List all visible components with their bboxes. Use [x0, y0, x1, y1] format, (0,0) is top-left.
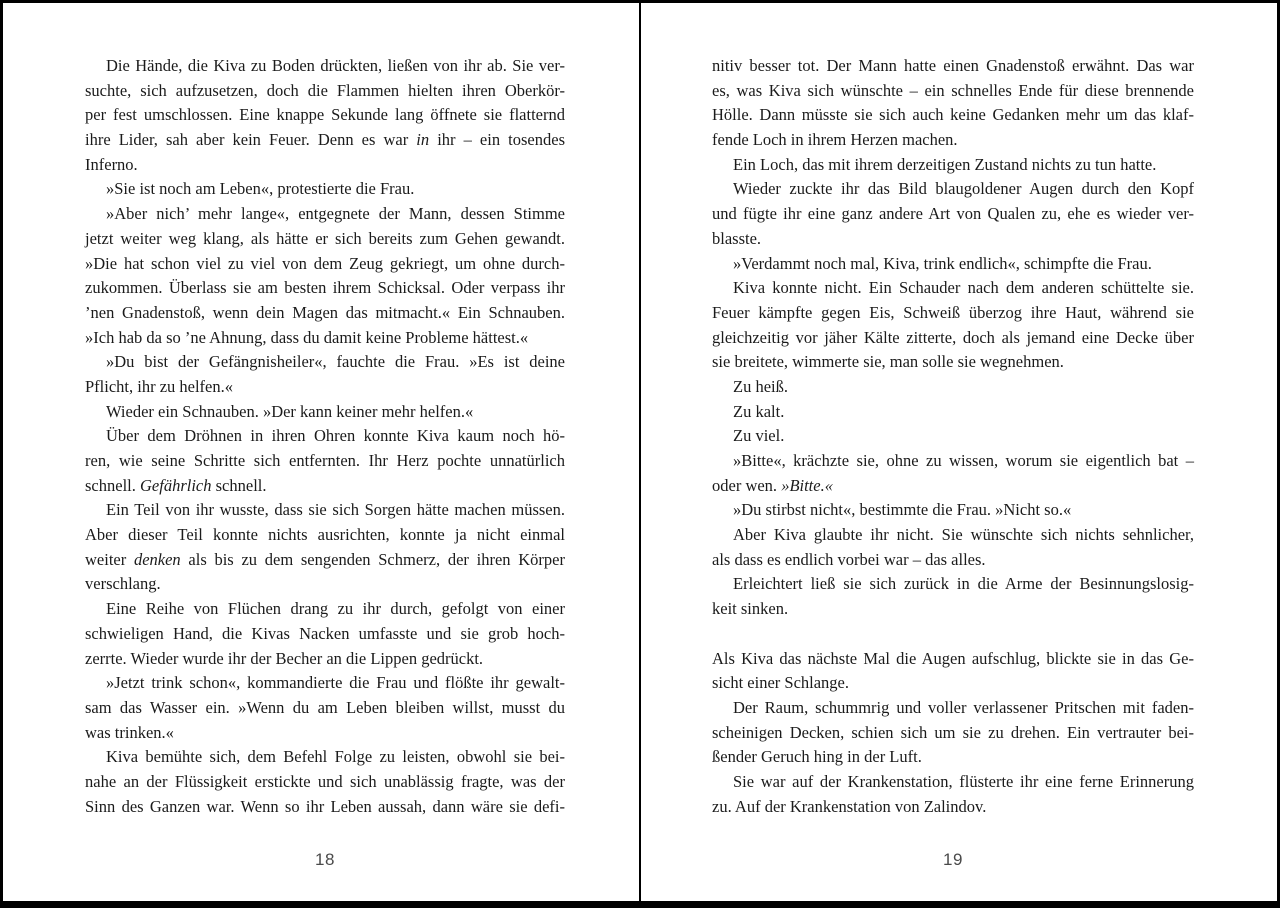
text-line: suchte, sich aufzusetzen, doch die Flammen hielten ihren Oberkör- [85, 80, 565, 100]
text-line: Wieder ein Schnauben. »Der kann keiner mehr helfen.« [106, 401, 474, 421]
text-line: Der Raum, schummrig und voller verlassener Pritschen mit faden- [733, 697, 1194, 717]
text-line: »Sie ist noch am Leben«, protestierte die Frau. [106, 179, 415, 199]
text-column-right [712, 54, 1194, 819]
text-line: schnell. Gefährlich schnell. [85, 475, 267, 495]
text-line: als dass es endlich vorbei war – das alles. [712, 549, 986, 569]
text-line: »Du stirbst nicht«, bestimmte die Frau. »Nicht so.« [733, 500, 1072, 520]
frame-border-top [0, 0, 1280, 3]
text-line: Erleichtert ließ sie sich zurück in die Arme der Besinnungslosig- [733, 574, 1194, 594]
text-line: Feuer kämpfte gegen Eis, Schweiß überzog ihre Haut, während sie [712, 302, 1194, 322]
text-line: zerrte. Wieder wurde ihr der Becher an die Lippen gedrückt. [85, 648, 484, 668]
text-column-left [85, 54, 565, 819]
page-number-left: 18 [315, 850, 335, 869]
text-line: ihre Lider, sah aber kein Feuer. Denn es war in ihr – ein tosendes [85, 130, 565, 150]
text-line: Inferno. [85, 154, 138, 174]
text-line: Zu heiß. [733, 376, 788, 396]
text-line: oder wen. »Bitte.« [712, 475, 833, 495]
text-line: Ein Loch, das mit ihrem derzeitigen Zustand nichts zu tun hatte. [733, 154, 1157, 174]
text-line: weiter denken als bis zu dem sengenden Schmerz, der ihren Körper [85, 549, 565, 569]
text-line: Sie war auf der Krankenstation, flüsterte ihr eine ferne Erinnerung [733, 771, 1194, 791]
text-line: zu. Auf der Krankenstation von Zalindov. [712, 796, 987, 816]
text-line: Zu kalt. [733, 401, 785, 421]
text-line: »Verdammt noch mal, Kiva, trink endlich«, schimpfte die Frau. [733, 253, 1152, 273]
text-line: »Bitte«, krächzte sie, ohne zu wissen, worum sie eigentlich bat – [733, 451, 1194, 470]
text-line: sam das Wasser ein. »Wenn du am Leben bleiben willst, musst du [85, 697, 565, 717]
text-line: Ein Teil von ihr wusste, dass sie sich Sorgen hätte machen müssen. [106, 500, 565, 520]
text-line: »Die hat schon viel zu viel von dem Zeug gekriegt, um ohne durch- [85, 253, 565, 273]
text-line: gleichzeitig vor jäher Kälte zitterte, doch als jemand eine Decke über [712, 327, 1194, 347]
text-line: »Ich hab da so ’ne Ahnung, dass du damit keine Probleme hättest.« [85, 327, 529, 347]
text-line: zukommen. Überlass sie am besten ihrem Schicksal. Oder verpass ihr [85, 278, 565, 298]
text-line: ren, wie seine Schritte sich entfernten. Ihr Herz pochte unnatürlich [85, 451, 565, 470]
book-page-right [641, 0, 1280, 908]
text-line: Kiva bemühte sich, dem Befehl Folge zu leisten, obwohl sie bei- [106, 747, 565, 767]
text-line: nitiv besser tot. Der Mann hatte einen Gnadenstoß erwähnt. Das war [712, 56, 1194, 75]
text-line: schwieligen Hand, die Kivas Nacken umfasste und sie grob hoch- [85, 623, 565, 643]
page-number-right: 19 [943, 850, 963, 869]
text-line: keit sinken. [712, 599, 789, 619]
text-line: Eine Reihe von Flüchen drang zu ihr durch, gefolgt von einer [106, 599, 565, 619]
frame-border-left [0, 0, 3, 908]
text-line: »Jetzt trink schon«, kommandierte die Frau und flößte ihr gewalt- [106, 673, 565, 693]
text-line: sicht einer Schlange. [712, 673, 849, 693]
text-line: blasste. [712, 228, 762, 248]
text-line: Wieder zuckte ihr das Bild blaugoldener Augen durch den Kopf [733, 179, 1194, 199]
text-line: ’nen Gnadenstoß, wenn dein Magen das mitmacht.« Ein Schnauben. [85, 302, 565, 322]
scene-break [712, 622, 1194, 647]
text-line: Die Hände, die Kiva zu Boden drückten, ließen von ihr ab. Sie ver- [106, 56, 565, 75]
frame-border-bottom [0, 901, 1280, 908]
text-line: »Du bist der Gefängnisheiler«, fauchte die Frau. »Es ist deine [106, 352, 565, 372]
text-line: Sinn des Ganzen war. Wenn so ihr Leben aussah, dann wäre sie defi- [85, 796, 565, 816]
text-line: ßender Geruch hing in der Luft. [712, 747, 922, 767]
text-line: Als Kiva das nächste Mal die Augen aufschlug, blickte sie in das Ge- [712, 648, 1194, 668]
text-line: Pflicht, ihr zu helfen.« [85, 376, 234, 396]
text-line: es, was Kiva sich wünschte – ein schnelles Ende für diese brennende [712, 80, 1194, 100]
text-line: Hölle. Dann müsste sie sich auch keine Gedanken mehr um das klaf- [712, 105, 1194, 125]
text-line: jetzt weiter weg klang, als hätte er sich bereits zum Gehen gewandt. [85, 228, 565, 248]
text-line: nahe an der Flüssigkeit erstickte und sich unablässig fragte, was der [85, 771, 565, 791]
text-line: per fest umschlossen. Eine knappe Sekunde lang öffnete sie flatternd [85, 105, 565, 125]
text-line: Kiva konnte nicht. Ein Schauder nach dem anderen schüttelte sie. [733, 278, 1194, 298]
text-line: Aber dieser Teil konnte nichts ausrichten, konnte ja nicht einmal [85, 525, 565, 545]
text-line: Aber Kiva glaubte ihr nicht. Sie wünschte sich nichts sehnlicher, [733, 525, 1194, 545]
text-line: sie breitete, wimmerte sie, man solle sie wegnehmen. [712, 352, 1064, 372]
book-page-left [0, 0, 639, 908]
text-line: Zu viel. [733, 426, 785, 446]
text-line: scheinigen Decken, schien sich um sie zu drehen. Ein vertrauter bei- [712, 722, 1194, 742]
text-line: fende Loch in ihrem Herzen machen. [712, 130, 958, 150]
text-line: Über dem Dröhnen in ihren Ohren konnte Kiva kaum noch hö- [106, 426, 565, 446]
text-line: verschlang. [85, 574, 161, 594]
text-line: und fügte ihr eine ganz andere Art von Qualen zu, ehe es wieder ver- [712, 204, 1194, 224]
text-line: »Aber nich’ mehr lange«, entgegnete der Mann, dessen Stimme [106, 204, 565, 224]
text-line: was trinken.« [85, 722, 174, 742]
